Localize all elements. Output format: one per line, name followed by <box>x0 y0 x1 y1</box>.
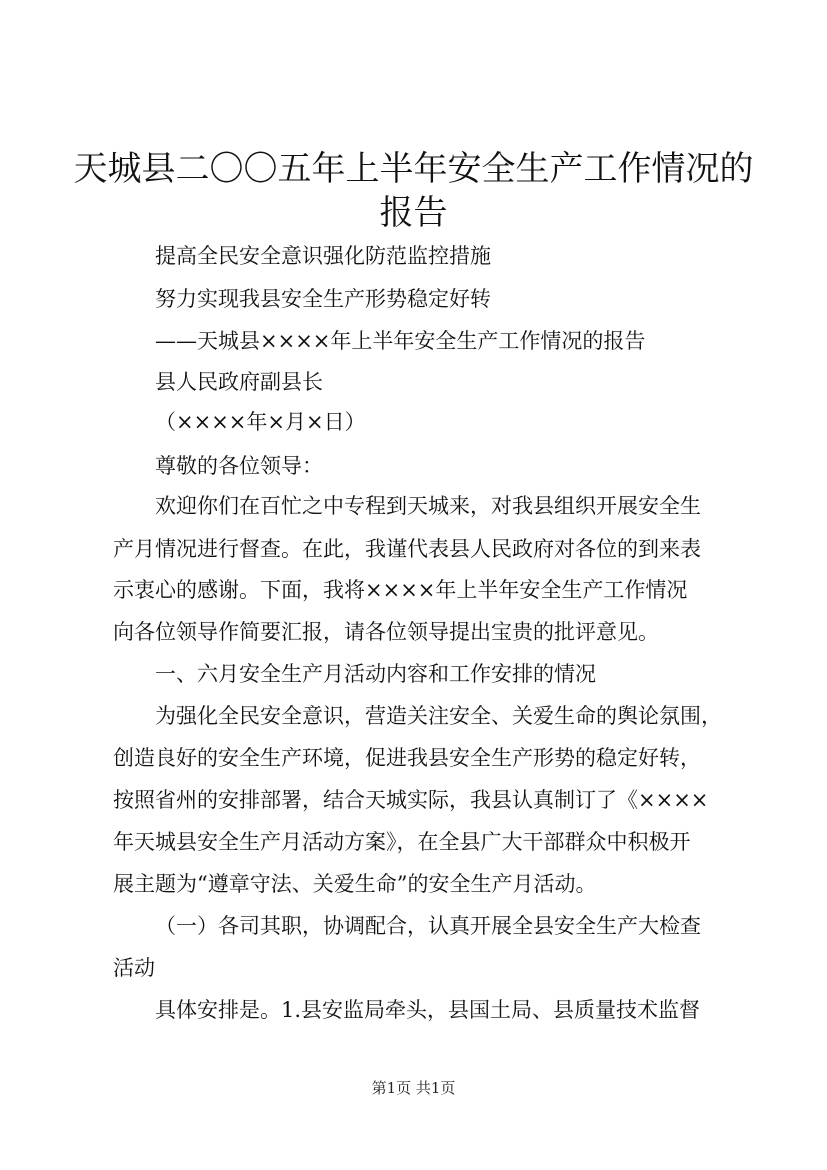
paragraph-1-line-2: 产月情况进行督查。在此，我谨代表县人民政府对各位的到来表 <box>113 537 701 561</box>
page-number-footer: 第1页 共1页 <box>371 1079 456 1097</box>
paragraph-2-line-4: 年天城县安全生产月活动方案》，在全县广大干部群众中积极开 <box>113 830 691 854</box>
document-title-line-2: 报告 <box>379 193 448 233</box>
date-line: （××××年×月×日） <box>155 410 366 434</box>
subsection-1-line-1: （一）各司其职，协调配合，认真开展全县安全生产大检查 <box>155 914 701 938</box>
subtitle-line-3: ——天城县××××年上半年安全生产工作情况的报告 <box>155 329 646 353</box>
subtitle-line-1: 提高全民安全意识强化防范监控措施 <box>155 244 491 268</box>
subsection-1-line-2: 活动 <box>113 956 155 980</box>
section-heading-1: 一、六月安全生产月活动内容和工作安排的情况 <box>155 662 596 686</box>
paragraph-2-line-5: 展主题为“遵章守法、关爱生命”的安全生产月活动。 <box>113 872 597 896</box>
paragraph-2-line-2: 创造良好的安全生产环境，促进我县安全生产形势的稳定好转， <box>113 746 701 770</box>
paragraph-1-line-4: 向各位领导作简要汇报，请各位领导提出宝贵的批评意见。 <box>113 620 659 644</box>
paragraph-3-line-1: 具体安排是。1.县安监局牵头，县国土局、县质量技术监督 <box>155 998 701 1022</box>
subtitle-line-2: 努力实现我县安全生产形势稳定好转 <box>155 287 491 311</box>
author-line: 县人民政府副县长 <box>155 370 323 394</box>
document-title-line-1: 天城县二〇〇五年上半年安全生产工作情况的 <box>73 149 754 189</box>
paragraph-1-line-3: 示衷心的感谢。下面，我将××××年上半年安全生产工作情况 <box>113 578 688 602</box>
paragraph-2-line-1: 为强化全民安全意识，营造关注安全、关爱生命的舆论氛围， <box>155 704 722 728</box>
salutation: 尊敬的各位领导： <box>155 454 323 478</box>
paragraph-2-line-3: 按照省州的安排部署，结合天城实际，我县认真制订了《×××× <box>113 788 709 812</box>
paragraph-1-line-1: 欢迎你们在百忙之中专程到天城来，对我县组织开展安全生 <box>155 494 701 518</box>
